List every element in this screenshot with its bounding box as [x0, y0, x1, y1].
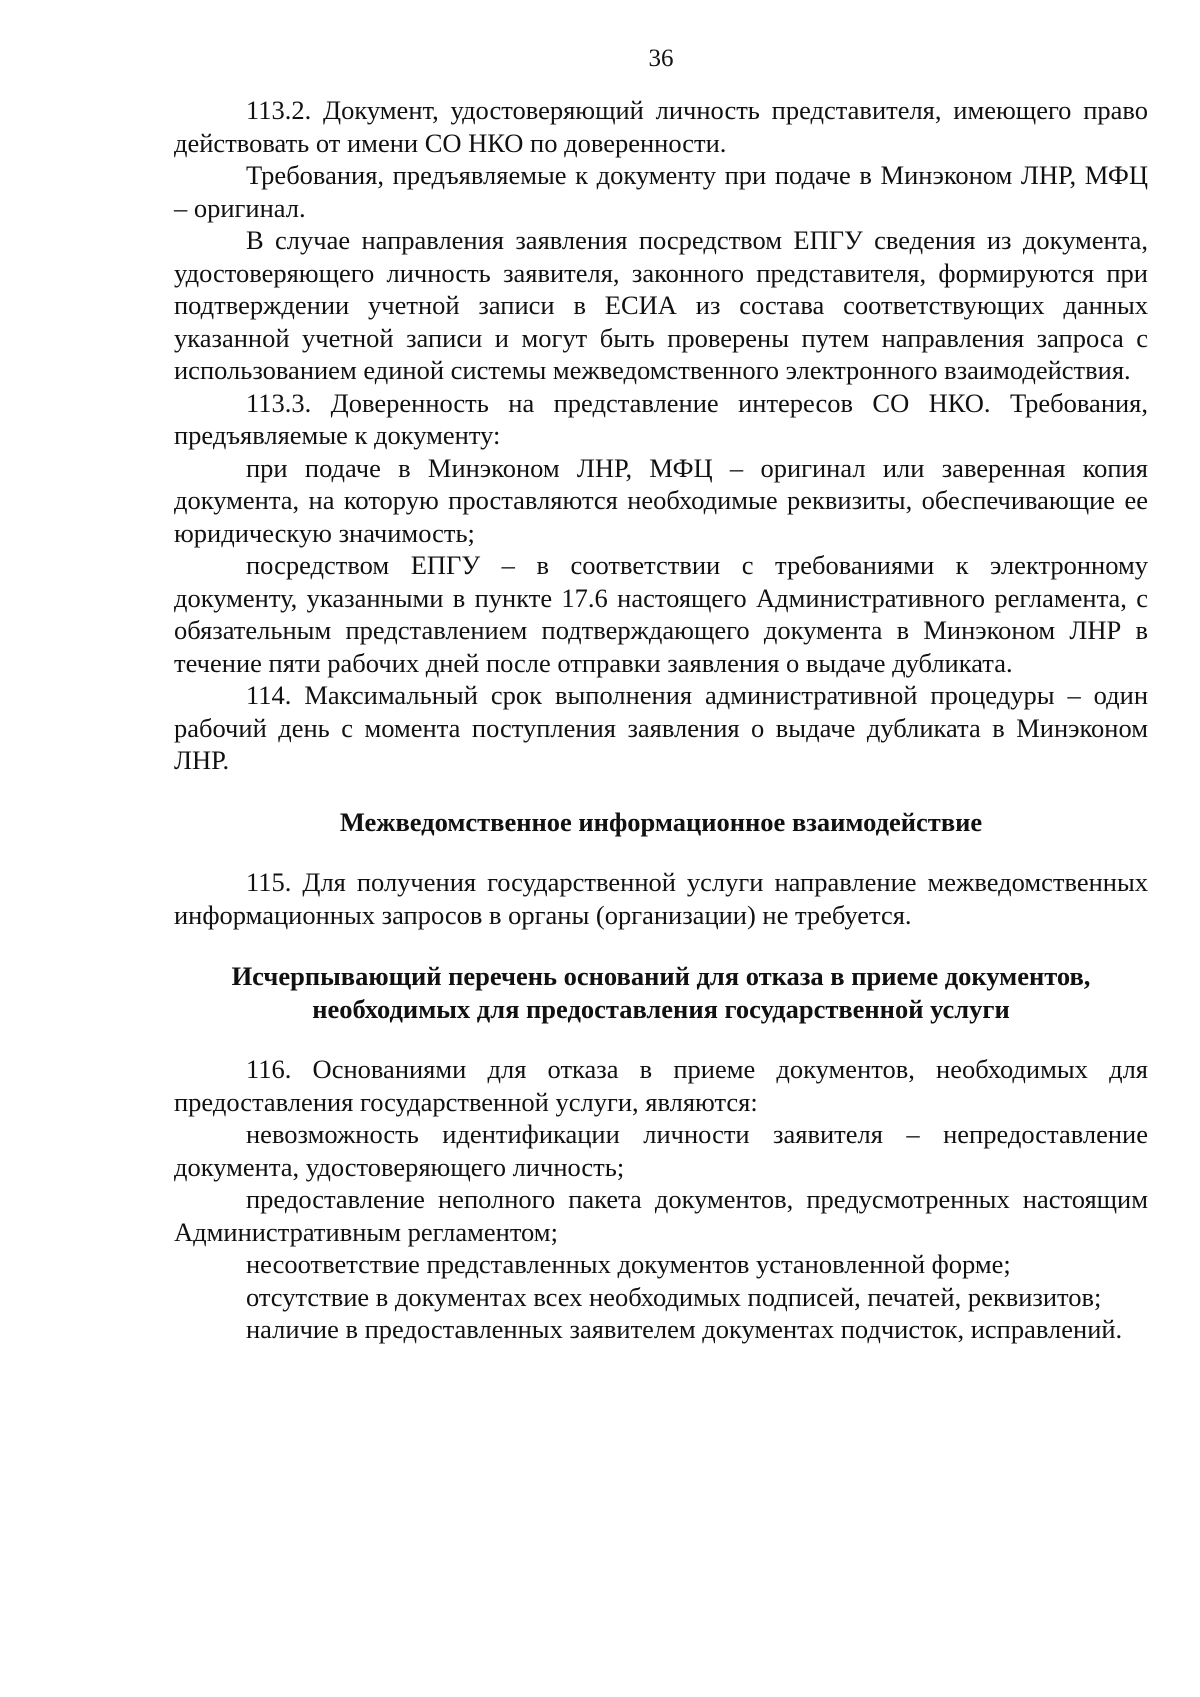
- paragraph-115: 115. Для получения государственной услуги направление межведомственных информационных запросов в органы (организации) не требуется.: [174, 867, 1148, 930]
- spacer: [174, 931, 1148, 960]
- paragraph-113-2: 113.2. Документ, удостоверяющий личность представителя, имеющего право действовать от имени СО НКО по доверенности.: [174, 95, 1148, 158]
- section-heading-refusal-grounds: [174, 960, 1148, 1025]
- paragraph-116: 116. Основаниями для отказа в приеме документов, необходимых для предоставления государственной услуги, являются:: [174, 1054, 1148, 1117]
- section-heading-interagency: Межведомственное информационное взаимодействие: [339, 806, 983, 837]
- paragraph-requirements-original: Требования, предъявляемые к документу при подаче в Минэконом ЛНР, МФЦ – оригинал.: [174, 160, 1148, 223]
- paragraph-113-3: 113.3. Доверенность на представление интересов СО НКО. Требования, предъявляемые к документу:: [174, 387, 1148, 450]
- spacer: [174, 838, 1148, 866]
- page-number: 36: [648, 45, 674, 72]
- heading-line-2: необходимых для предоставления государственной услуги: [312, 993, 1010, 1024]
- spacer: [174, 777, 1148, 806]
- list-item-form-mismatch: несоответствие представленных документов установленной форме;: [246, 1249, 1011, 1279]
- paragraph-epgu-esia: В случае направления заявления посредством ЕПГУ сведения из документа, удостоверяющего личность заявителя, законного представителя, формируются при подтверждении учетной записи в ЕСИА из состава соответствующих данных указанной учетной записи и могут быть проверены путем направления запроса с использованием единой системы межведомственного электронного взаимодействия.: [174, 225, 1148, 385]
- heading-line-1: Исчерпывающий перечень оснований для отказа в приеме документов,: [231, 961, 1091, 991]
- paragraph-114: 114. Максимальный срок выполнения административной процедуры – один рабочий день с момента поступления заявления о выдаче дубликата в Минэконом ЛНР.: [174, 680, 1148, 775]
- list-item-missing-signatures: отсутствие в документах всех необходимых подписей, печатей, реквизитов;: [246, 1281, 1102, 1312]
- list-item-identification: невозможность идентификации личности заявителя – непредоставление документа, удостоверяющего личность;: [174, 1119, 1148, 1182]
- list-item-corrections: наличие в предоставленных заявителем документах подчисток, исправлений.: [246, 1314, 1123, 1344]
- paragraph-submission-mfc: при подаче в Минэконом ЛНР, МФЦ – оригинал или заверенная копия документа, на которую проставляются необходимые реквизиты, обеспечивающие ее юридическую значимость;: [174, 452, 1148, 548]
- list-item-incomplete-package: предоставление неполного пакета документов, предусмотренных настоящим Административным регламентом;: [174, 1184, 1148, 1247]
- paragraph-submission-epgu: посредством ЕПГУ – в соответствии с требованиями к электронному документу, указанными в пункте 17.6 настоящего Административного регламента, с обязательным представлением подтверждающего документа в Минэконом ЛНР в течение пяти рабочих дней после отправки заявления о выдаче дубликата.: [174, 550, 1148, 678]
- spacer: [174, 1025, 1148, 1053]
